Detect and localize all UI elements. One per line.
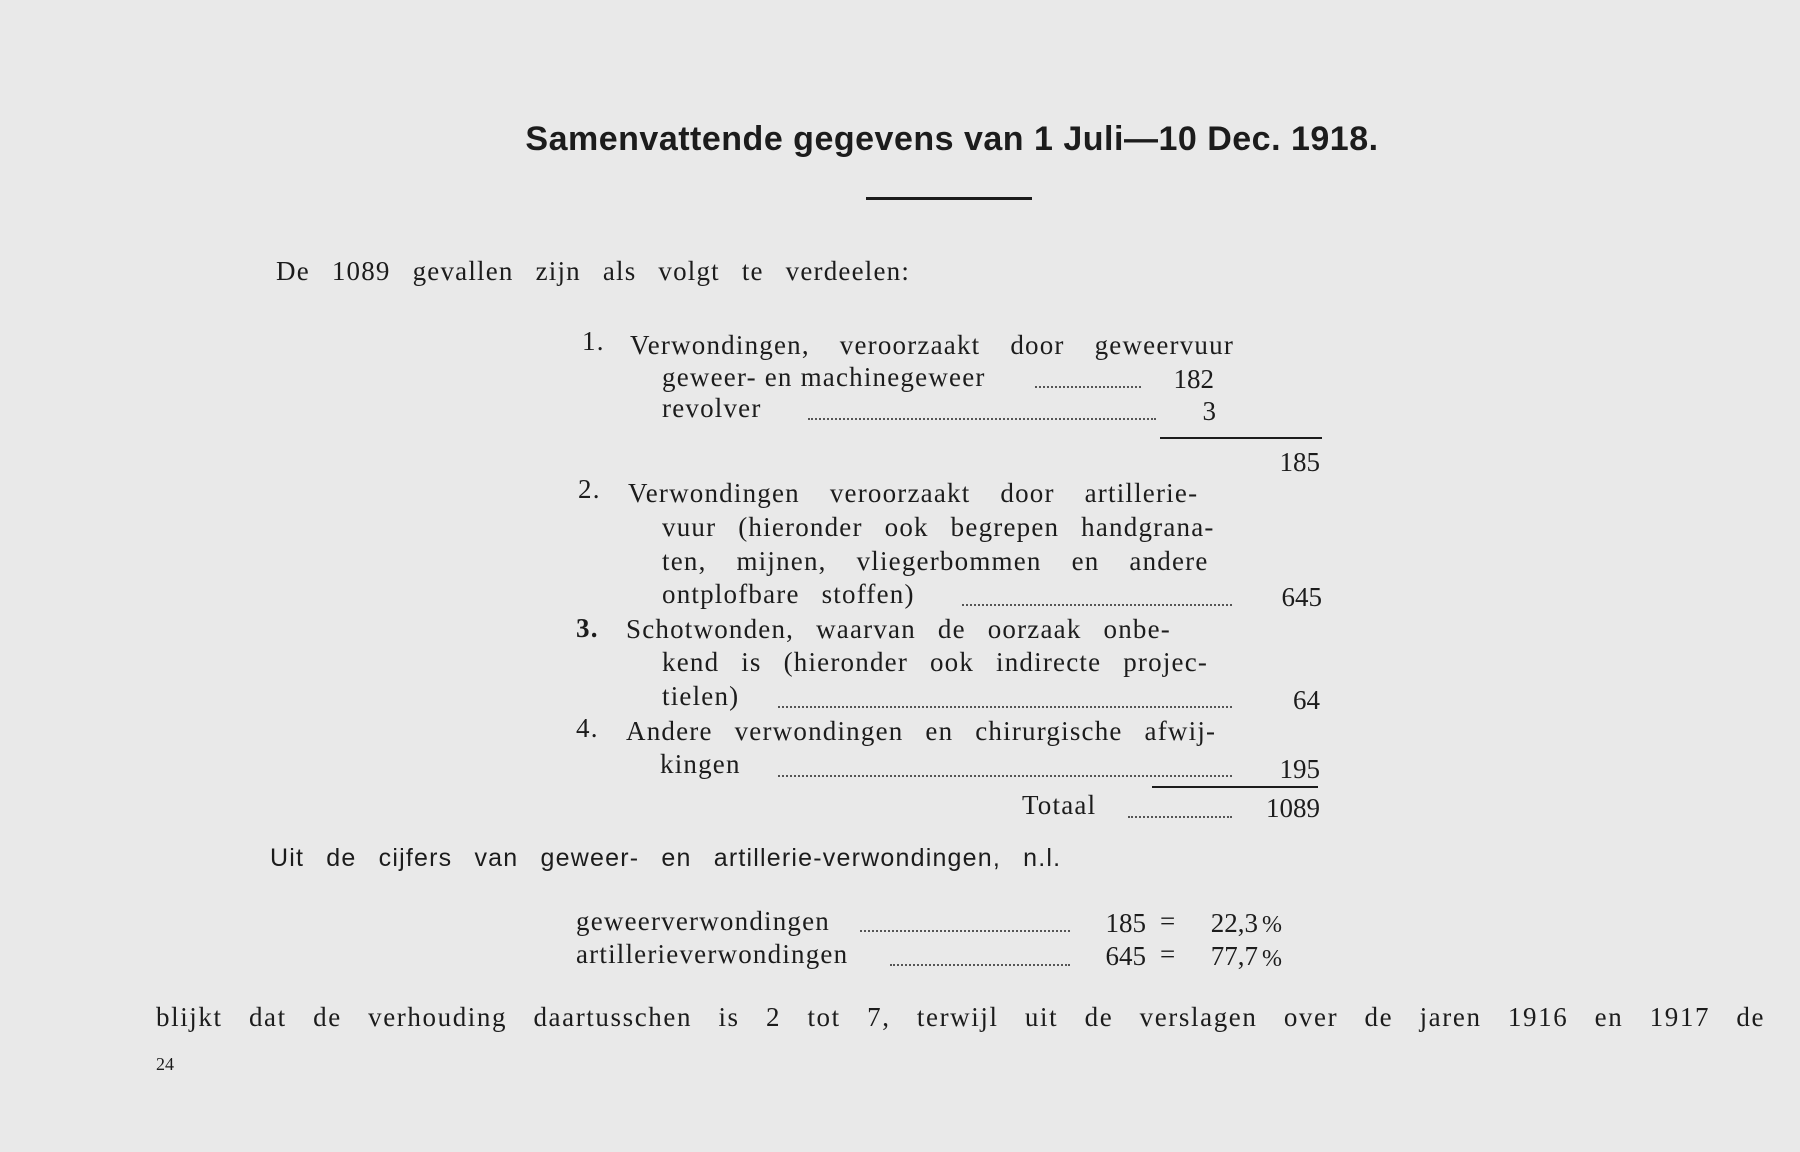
item-3-line-3: tielen) (662, 681, 740, 711)
item-1-sum-rule (1160, 437, 1322, 439)
ratio-1-label: geweerverwondingen (576, 906, 831, 936)
total-sum-rule (1152, 786, 1318, 788)
ratio-1-percent: 22,3 (1210, 908, 1258, 938)
ratio-1-equals: = (1160, 906, 1177, 936)
ratio-2-label: artillerieverwondingen (576, 939, 849, 969)
item-4-number: 4. (576, 713, 599, 743)
item-1-sub-2-leader (808, 418, 1156, 420)
total-value: 1089 (1266, 793, 1320, 823)
page-title: Samenvattende gegevens van 1 Juli—10 Dec. 1918. (525, 120, 1379, 158)
item-1-sub-1-value: 182 (1173, 364, 1214, 394)
ratio-2-count: 645 (1105, 941, 1146, 971)
item-2-line-4: ontplofbare stoffen) (662, 579, 915, 609)
item-2-number: 2. (578, 474, 601, 504)
intro-text: De 1089 gevallen zijn als volgt te verdeelen: (276, 256, 911, 286)
item-3-value: 64 (1293, 685, 1320, 715)
item-2-line-3: ten, mijnen, vliegerbommen en andere (662, 546, 1209, 576)
ratio-2-unit: % (1262, 946, 1284, 972)
item-4-value: 195 (1279, 754, 1320, 784)
total-label: Totaal (1022, 790, 1097, 820)
item-1-sub-1-leader (1035, 386, 1141, 388)
title-divider (866, 197, 1032, 200)
item-4-line-2: kingen (660, 749, 741, 779)
item-1-sub-1-label: geweer- en machinegeweer (662, 362, 986, 392)
item-2-leader (962, 604, 1232, 606)
uit-line: Uit de cijfers van geweer- en artillerie-verwondingen, n.l. (270, 844, 1062, 872)
item-3-leader (778, 706, 1232, 708)
item-3-line-1: Schotwonden, waarvan de oorzaak onbe- (626, 614, 1171, 644)
item-1-subtotal: 185 (1279, 447, 1320, 477)
item-1-sub-2-value: 3 (1202, 396, 1216, 426)
ratio-2-leader (890, 964, 1070, 966)
ratio-1-leader (860, 930, 1070, 932)
total-leader (1128, 816, 1232, 818)
item-1-sub-2-label: revolver (662, 393, 762, 423)
item-2-value: 645 (1281, 582, 1322, 612)
item-4-line-1: Andere verwondingen en chirurgische afwij- (626, 716, 1217, 746)
item-3-line-2: kend is (hieronder ook indirecte projec- (662, 647, 1209, 677)
item-1-number: 1. (582, 326, 605, 356)
page-number: 24 (156, 1054, 174, 1074)
ratio-2-equals: = (1160, 939, 1177, 969)
item-1-line-1: Verwondingen, veroorzaakt door geweervuur (630, 330, 1235, 360)
item-2-line-1: Verwondingen veroorzaakt door artillerie- (628, 478, 1199, 508)
ratio-1-unit: % (1262, 912, 1284, 938)
ratio-1-count: 185 (1105, 908, 1146, 938)
ratio-2-percent: 77,7 (1210, 941, 1258, 971)
item-3-number: 3. (576, 613, 599, 643)
item-2-line-2: vuur (hieronder ook begrepen handgrana- (662, 512, 1215, 542)
item-4-leader (778, 775, 1232, 777)
closing-text: blijkt dat de verhouding daartusschen is 2 tot 7, terwijl uit de verslagen over de jaren 1916 en 1917 de (156, 1002, 1766, 1032)
